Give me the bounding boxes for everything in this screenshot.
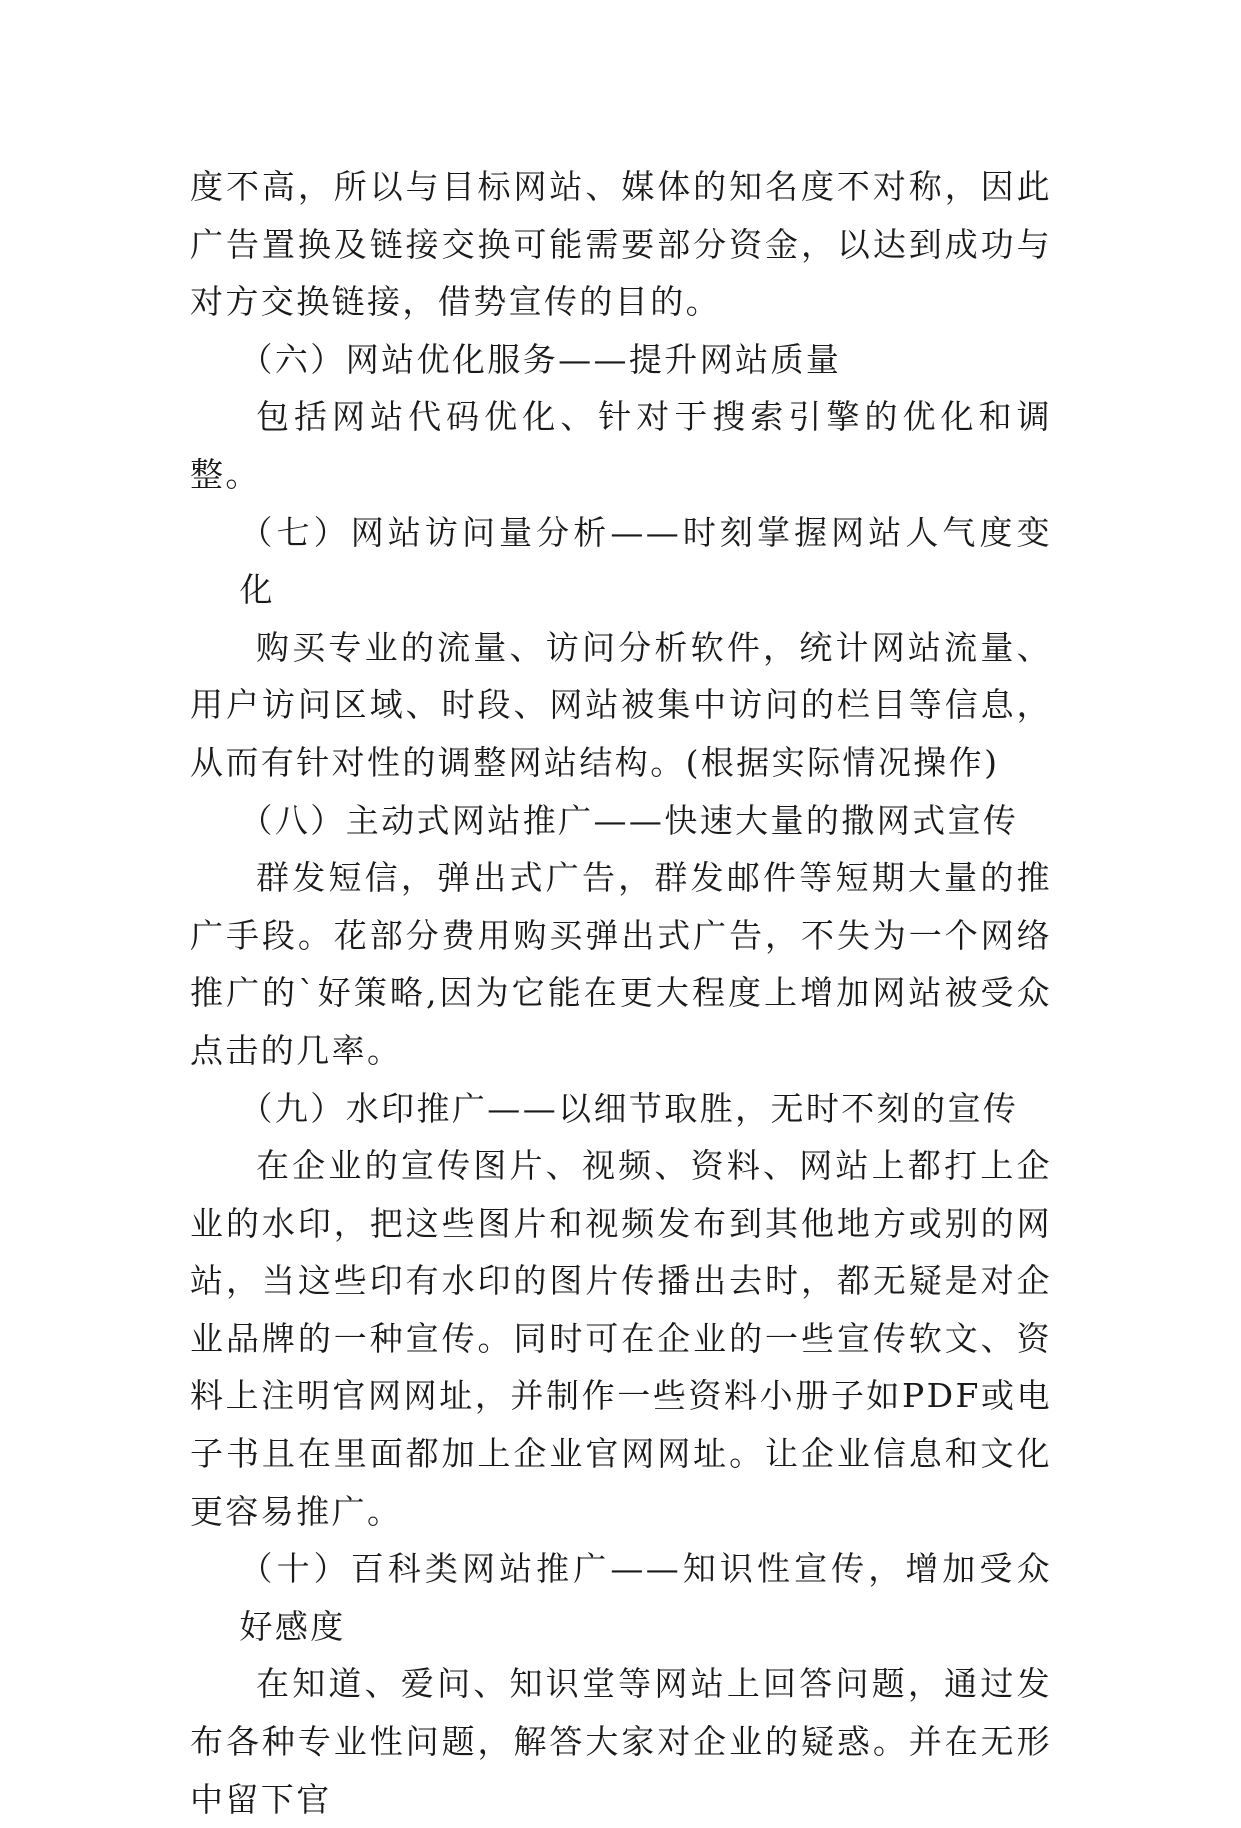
paragraph-body: 在企业的宣传图片、视频、资料、网站上都打上企业的水印，把这些图片和视频发布到其他地方或别的网站，当这些印有水印的图片传播出去时，都无疑是对企业品牌的一种宣传。同时可在企业的一些宣传软文、资料上注明官网网址，并制作一些资料小册子如PDF或电子书且在里面都加上企业官网网址。让企业信息和文化更容易推广。 bbox=[190, 1146, 1052, 1531]
paragraph-body: 包括网站代码优化、针对于搜索引擎的优化和调整。 bbox=[190, 397, 1052, 494]
document-body bbox=[190, 158, 1052, 1828]
paragraph-body: 在知道、爱问、知识堂等网站上回答问题，通过发布各种专业性问题，解答大家对企业的疑惑。并在无形中留下官 bbox=[190, 1664, 1052, 1819]
section-heading-6: （六）网站优化服务——提升网站质量 bbox=[239, 339, 842, 379]
section-heading-7: （七）网站访问量分析——时刻掌握网站人气度变化 bbox=[239, 512, 1052, 610]
paragraph-body: 购买专业的流量、访问分析软件，统计网站流量、用户访问区域、时段、网站被集中访问的栏目等信息，从而有针对性的调整网站结构。(根据实际情况操作) bbox=[190, 627, 1052, 782]
section-heading-8: （八）主动式网站推广——快速大量的撒网式宣传 bbox=[239, 800, 1019, 840]
paragraph-body: 群发短信，弹出式广告，群发邮件等短期大量的推广手段。花部分费用购买弹出式广告，不失为一个网络推广的`好策略,因为它能在更大程度上增加网站被受众点击的几率。 bbox=[190, 858, 1052, 1070]
paragraph-body-continued: 度不高，所以与目标网站、媒体的知名度不对称，因此广告置换及链接交换可能需要部分资金，以达到成功与对方交换链接，借势宣传的目的。 bbox=[190, 167, 1052, 322]
section-heading-10: （十）百科类网站推广——知识性宣传，增加受众好感度 bbox=[239, 1549, 1052, 1646]
section-heading-9: （九）水印推广——以细节取胜，无时不刻的宣传 bbox=[239, 1088, 1019, 1128]
